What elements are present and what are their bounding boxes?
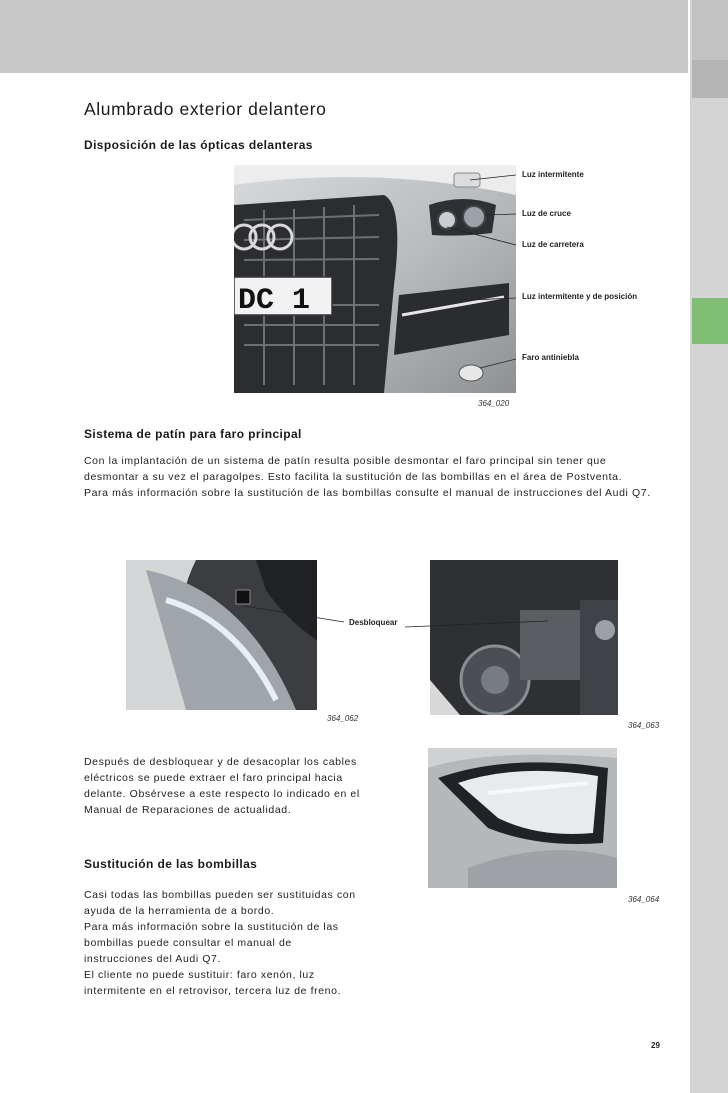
figure-caption: 364_064: [628, 895, 660, 904]
removal-paragraph: [84, 754, 360, 818]
section-heading-slide-system: Sistema de patín para faro principal: [84, 427, 302, 441]
paragraph-line: intermitente en el retrovisor, tercera luz de freno.: [84, 985, 342, 997]
paragraph-line: desmontar a su vez el paragolpes. Esto facilita la sustitución de las bombillas en el área de Postventa.: [84, 471, 623, 483]
page-number: 29: [651, 1041, 660, 1050]
paragraph-line: Manual de Reparaciones de actualidad.: [84, 804, 292, 816]
paragraph-line: Con la implantación de un sistema de patín resulta posible desmontar el faro principal sin tener que: [84, 455, 607, 467]
paragraph-line: Después de desbloquear y de desacoplar los cables: [84, 756, 357, 768]
label-desbloquear: Desbloquear: [349, 618, 398, 627]
figure-caption: 364_020: [478, 399, 510, 408]
section-heading-front-lights: Disposición de las ópticas delanteras: [84, 138, 313, 152]
label-luz-de-carretera: Luz de carretera: [522, 240, 584, 249]
paragraph-line: El cliente no puede sustituir: faro xenón, luz: [84, 969, 315, 981]
paragraph-line: instrucciones del Audi Q7.: [84, 953, 222, 965]
bulb-replacement-paragraph: [84, 887, 356, 999]
paragraph-line: eléctricos se puede extraer el faro principal hacia: [84, 772, 343, 784]
paragraph-line: ayuda de la herramienta de a bordo.: [84, 905, 275, 917]
figure-caption: 364_063: [628, 721, 660, 730]
paragraph-line: Casi todas las bombillas pueden ser sustituidas con: [84, 889, 356, 901]
section-heading-bulb-replacement: Sustitución de las bombillas: [84, 857, 258, 871]
front-lights-leader-lines: [0, 0, 728, 420]
label-luz-intermitente: Luz intermitente: [522, 170, 584, 179]
slide-system-paragraph: [84, 453, 651, 501]
unlock-leader-lines: [0, 590, 728, 640]
paragraph-line: bombillas puede consultar el manual de: [84, 937, 292, 949]
paragraph-line: Para más información sobre la sustitución de las bombillas consulte el manual de instrucciones del Audi Q7.: [84, 487, 651, 499]
label-luz-intermitente-posicion: Luz intermitente y de posición: [522, 292, 638, 301]
figure-caption: 364_062: [327, 714, 359, 723]
paragraph-line: Para más información sobre la sustitución de las: [84, 921, 339, 933]
license-plate-text: DC 1: [238, 284, 311, 318]
page-title: Alumbrado exterior delantero: [84, 99, 327, 119]
label-luz-de-cruce: Luz de cruce: [522, 209, 571, 218]
label-faro-antiniebla: Faro antiniebla: [522, 353, 579, 362]
paragraph-line: delante. Obsérvese a este respecto lo indicado en el: [84, 788, 360, 800]
headlight-front-photo: [428, 748, 617, 888]
